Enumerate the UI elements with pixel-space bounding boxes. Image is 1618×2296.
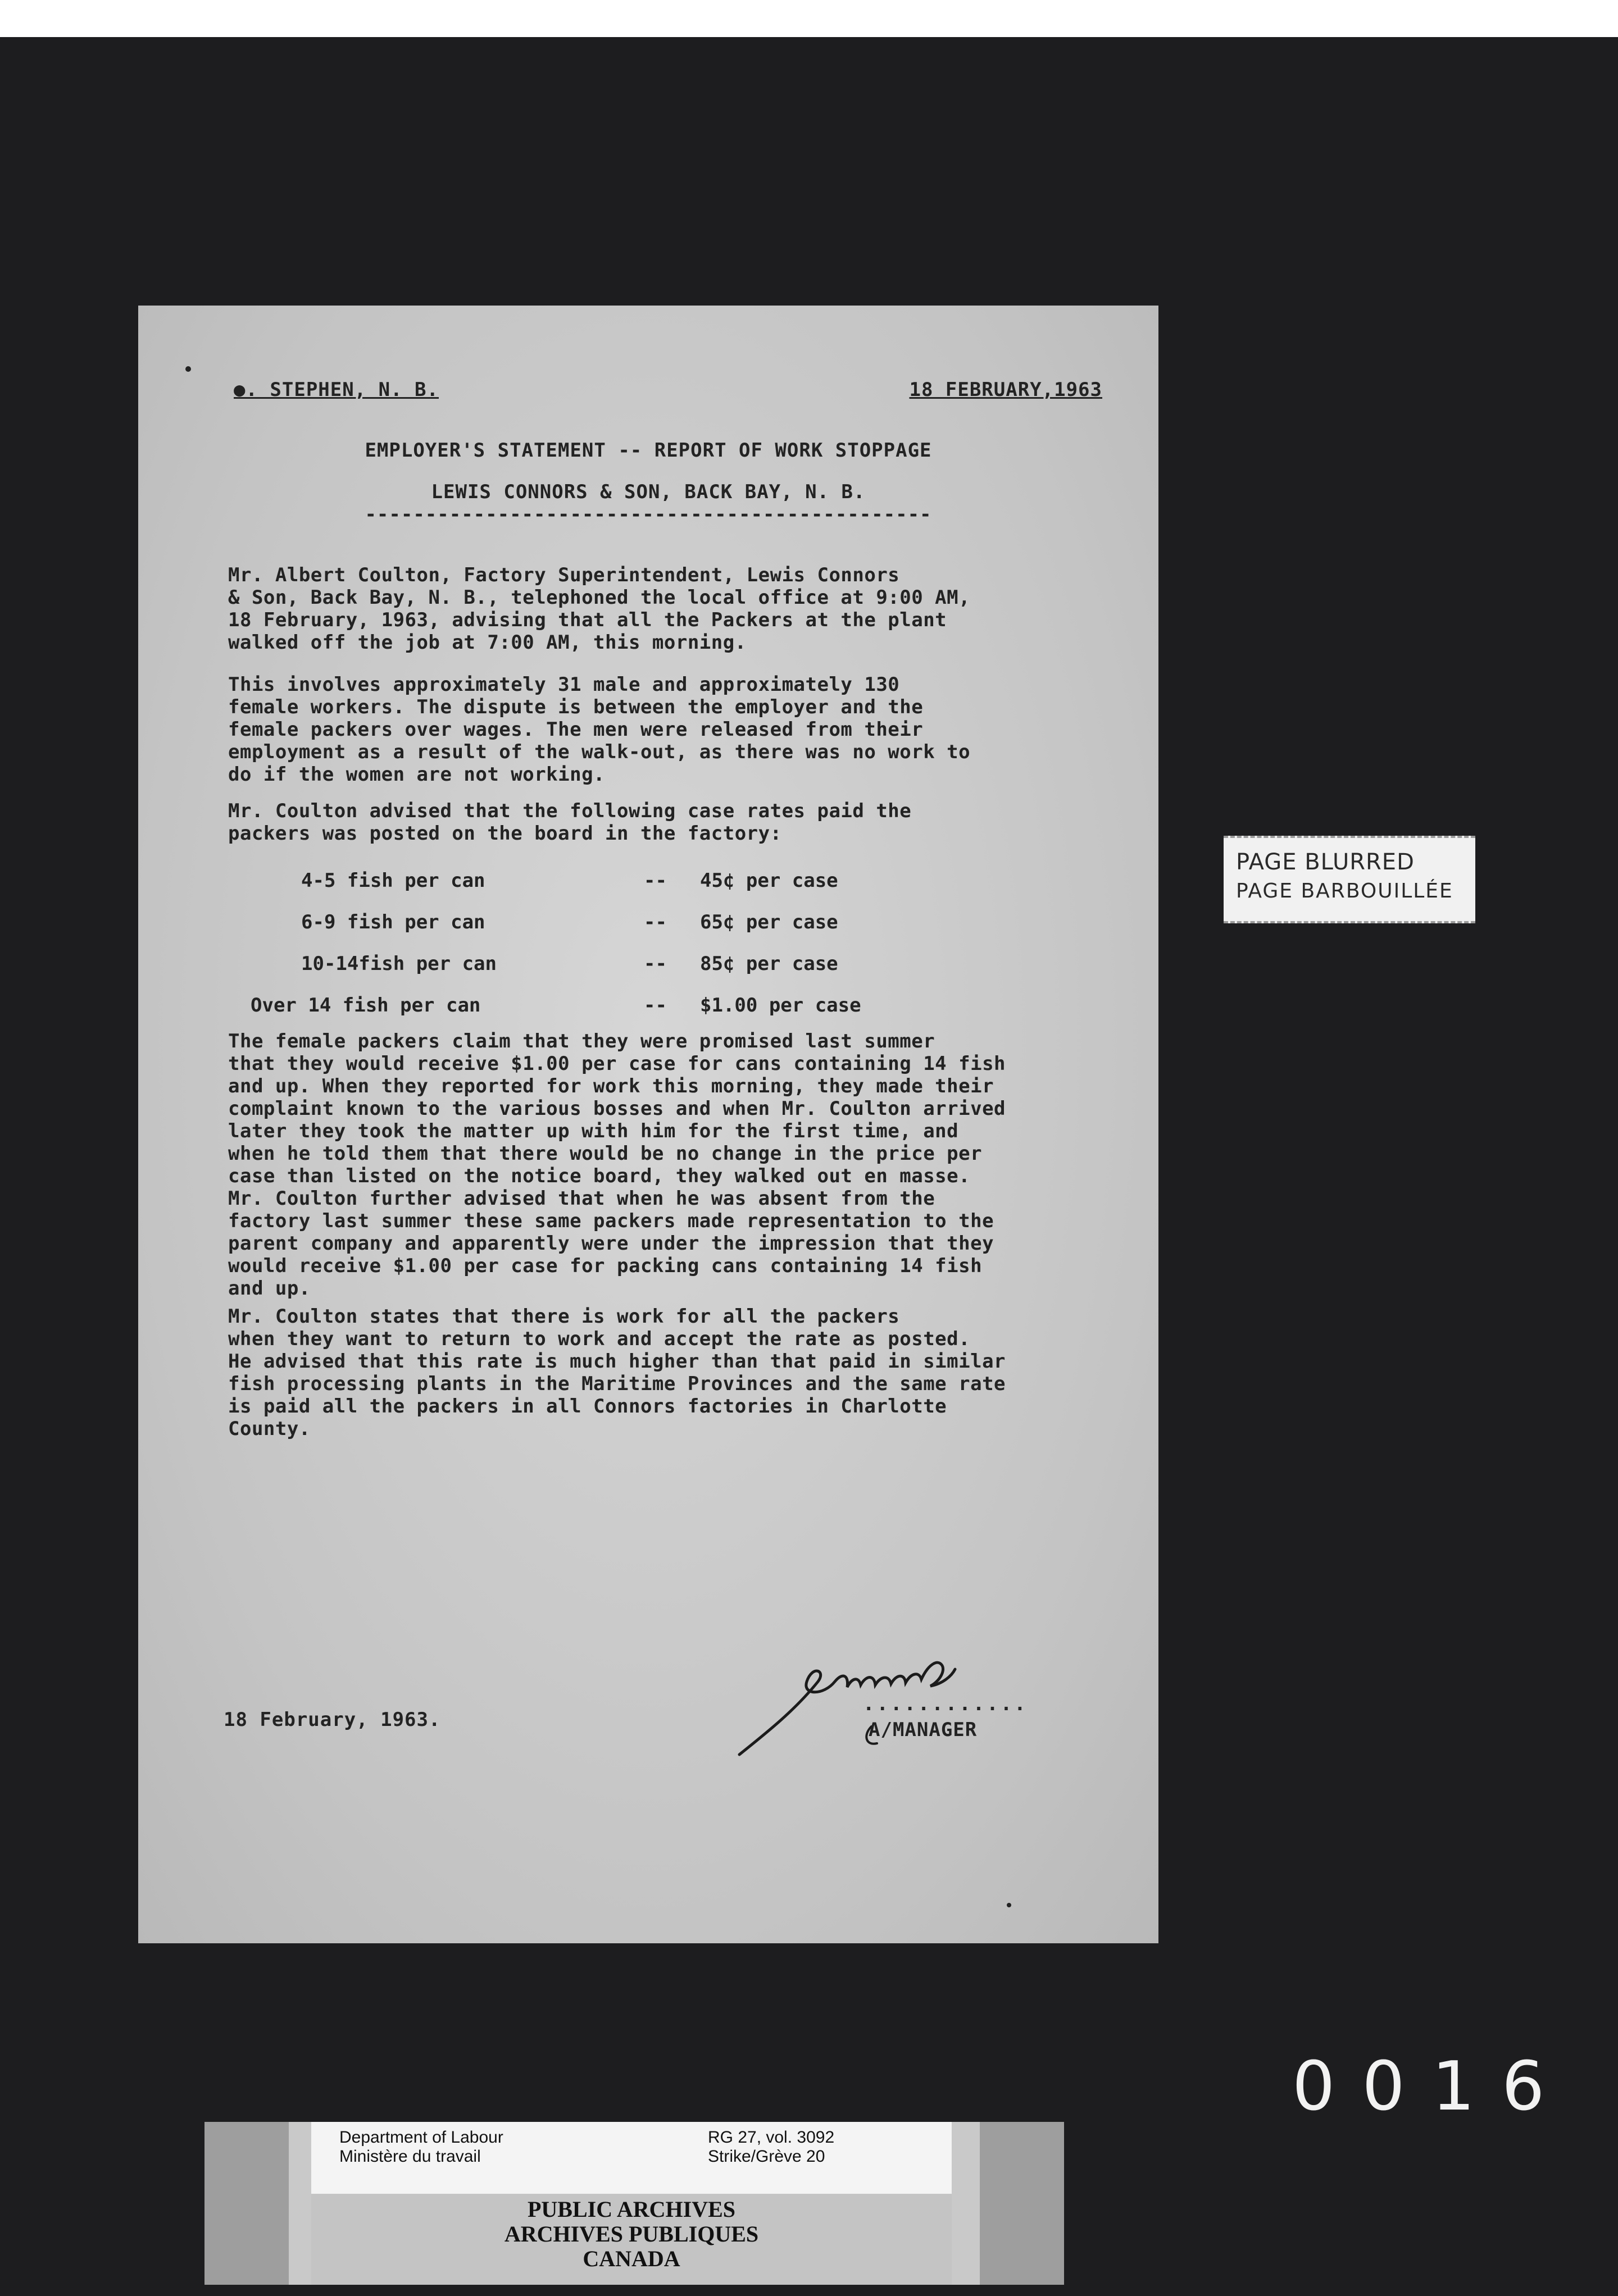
rate-dash: -- [644,911,667,933]
paragraph-2: This involves approximately 31 male and approximately 130 female workers. The dispute is between the employer and the female packers over wages. The men were released from their employment as a result of the walk-out, as there was no work to do if the women are not working. [228,673,971,786]
punch-mark [1007,1903,1011,1907]
document-title: EMPLOYER'S STATEMENT -- REPORT OF WORK STOPPAGE [365,439,932,462]
record-group: RG 27, vol. 3092 [708,2128,835,2147]
signer-title: A/MANAGER [869,1719,978,1741]
microfilm-frame [0,37,1618,2296]
punch-mark [185,366,191,372]
rate-fish-count: 4-5 fish per can [301,869,485,892]
blur-tag-fr: PAGE BARBOUILLÉE [1236,880,1453,903]
page-blurred-tag [1224,836,1475,923]
rate-row [138,911,1158,933]
rate-price: $1.00 per case [700,994,861,1017]
department-fr: Ministère du travail [339,2147,481,2166]
paragraph-5: Mr. Coulton states that there is work for all the packers when they want to return to work and accept the rate as posted. He advised that this rate is much higher than that paid in similar fish processing plants in the Maritime Provinces and the same rate is paid all the packers in all Connors factories in Charlotte County. [228,1305,1006,1440]
paragraph-1: Mr. Albert Coulton, Factory Superintendent, Lewis Connors & Son, Back Bay, N. B., telephoned the local office at 9:00 AM, 18 February, 1963, advising that all the Packers at the plant walked off the job at 7:00 AM, this morning. [228,564,971,654]
rate-price: 65¢ per case [700,911,838,933]
rate-fish-count: 6-9 fish per can [301,911,485,933]
department-en: Department of Labour [339,2128,503,2147]
signature-line: ............ [863,1693,1028,1715]
rate-fish-count: 10-14fish per can [301,953,497,975]
rate-dash: -- [644,953,667,975]
rate-dash: -- [644,994,667,1017]
heading-rule: ----------------------------------------------- [365,503,932,526]
rate-row [138,953,1158,975]
archives-en: PUBLIC ARCHIVES [527,2197,736,2222]
strip-edge [980,2122,1064,2285]
archives-country: CANADA [583,2246,680,2271]
document-subtitle: LEWIS CONNORS & SON, BACK BAY, N. B. [431,481,866,503]
frame-number: 0016 [1292,2048,1572,2126]
strip-edge [204,2122,289,2285]
strike-number: Strike/Grève 20 [708,2147,825,2166]
rate-fish-count: Over 14 fish per can [251,994,481,1017]
document-date: 18 FEBRUARY,1963 [909,379,1102,401]
document-page [138,306,1158,1943]
rate-dash: -- [644,869,667,892]
paragraph-3: Mr. Coulton advised that the following case rates paid the packers was posted on the board in the factory: [228,800,912,845]
archive-label [311,2122,952,2285]
closing-date: 18 February, 1963. [224,1709,441,1731]
rate-price: 85¢ per case [700,953,838,975]
archives-fr: ARCHIVES PUBLIQUES [504,2221,759,2247]
blur-tag-en: PAGE BLURRED [1236,849,1415,875]
paragraph-4: The female packers claim that they were promised last summer that they would receive $1.00 per case for cans containing 14 fish and up. When they reported for work this morning, they made their complaint known to the various bosses and when Mr. Coulton arrived later they took the matter up with him for the first time, and when he told them that there would be no change in the price per case than listed on the notice board, they walked out en masse. Mr. Coulton further advised that when he was absent from the factory last summer these same packers made representation to the parent company and apparently were under the impression that they would receive $1.00 per case for packing cans containing 14 fish and up. [228,1030,1006,1300]
rate-row [138,994,1158,1017]
rate-row [138,869,1158,892]
rate-price: 45¢ per case [700,869,838,892]
location-heading: ●. STEPHEN, N. B. [234,379,439,401]
archive-label-strip [204,2122,1064,2285]
